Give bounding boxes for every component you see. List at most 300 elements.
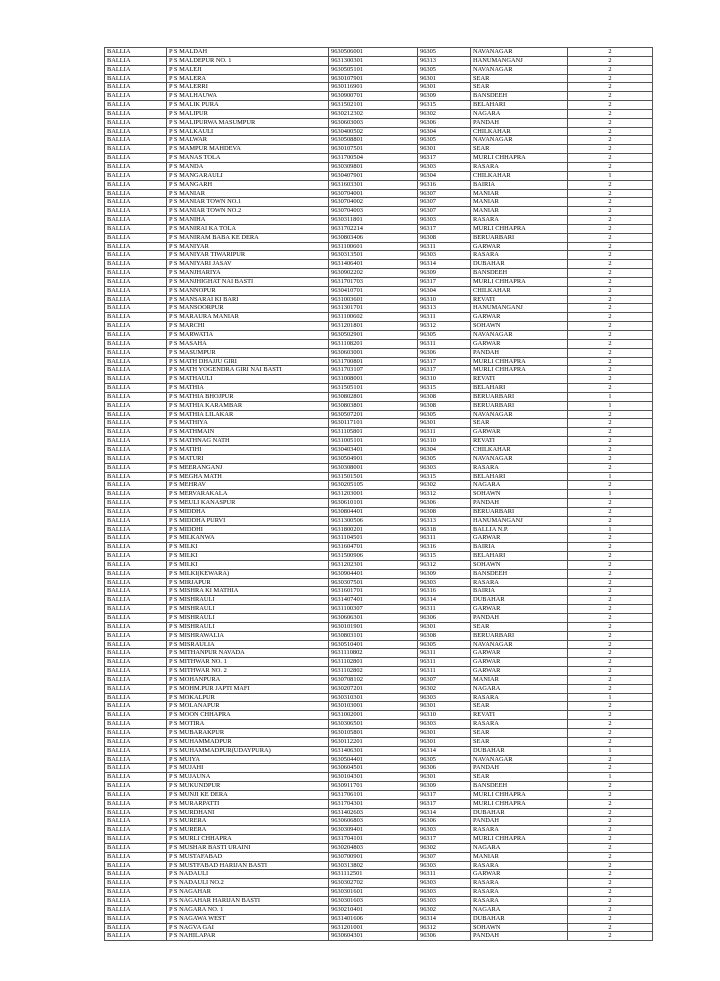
block-name-cell: SEAR [471,622,568,631]
count-cell: 2 [568,737,653,746]
district-cell: BALLIA [105,897,167,906]
station-code-cell: 9630604501 [329,764,418,773]
polling-station-cell: P S MURERA [167,817,329,826]
station-code-cell: 9631300301 [329,56,418,65]
table-row [105,286,653,295]
station-code-cell: 9631102802 [329,667,418,676]
polling-station-cell: P S MANIYAR [167,242,329,251]
station-code-cell: 9631601701 [329,587,418,596]
block-code-cell: 96307 [418,675,471,684]
block-code-cell: 96310 [418,711,471,720]
polling-station-cell: P S MUHAMMADPUR(UDAYPURA) [167,746,329,755]
count-cell: 2 [568,720,653,729]
table-row [105,339,653,348]
count-cell: 2 [568,339,653,348]
polling-station-cell: P S MITHANPUR NAVADA [167,649,329,658]
count-cell: 2 [568,852,653,861]
block-name-cell: RASARA [471,216,568,225]
station-code-cell: 9630116901 [329,83,418,92]
polling-station-cell: P S NADAULI [167,870,329,879]
count-cell: 2 [568,92,653,101]
block-name-cell: REVATI [471,437,568,446]
count-cell: 2 [568,905,653,914]
table-row [105,852,653,861]
count-cell: 2 [568,428,653,437]
polling-station-cell: P S MILKI(KEWARA) [167,569,329,578]
table-row [105,817,653,826]
block-code-cell: 96313 [418,56,471,65]
table-row [105,640,653,649]
table-row [105,746,653,755]
station-code-cell: 9630803801 [329,401,418,410]
block-name-cell: HANUMANGANJ [471,56,568,65]
block-name-cell: NAVANAGAR [471,48,568,57]
table-row [105,905,653,914]
count-cell: 1 [568,401,653,410]
table-row [105,560,653,569]
block-name-cell: RASARA [471,888,568,897]
district-cell: BALLIA [105,728,167,737]
station-code-cell: 9630902202 [329,269,418,278]
table-row [105,835,653,844]
block-code-cell: 96317 [418,799,471,808]
station-code-cell: 9630306501 [329,720,418,729]
block-name-cell: BAIRIA [471,543,568,552]
count-cell: 2 [568,101,653,110]
block-code-cell: 96303 [418,693,471,702]
table-row [105,233,653,242]
district-cell: BALLIA [105,667,167,676]
polling-station-cell: P S MUHAMMADPUR [167,737,329,746]
block-code-cell: 96307 [418,198,471,207]
table-row [105,702,653,711]
block-name-cell: NAVANAGAR [471,755,568,764]
station-code-cell: 9630510401 [329,640,418,649]
block-name-cell: MURLI CHHAPRA [471,799,568,808]
block-name-cell: MURLI CHHAPRA [471,224,568,233]
block-code-cell: 96305 [418,331,471,340]
table-row [105,56,653,65]
block-code-cell: 96311 [418,605,471,614]
district-cell: BALLIA [105,870,167,879]
block-name-cell: HANUMANGANJ [471,304,568,313]
count-cell: 2 [568,224,653,233]
block-code-cell: 96303 [418,162,471,171]
station-code-cell: 9631100307 [329,605,418,614]
station-code-cell: 9631603301 [329,180,418,189]
polling-station-cell: P S MANNOPUR [167,286,329,295]
polling-station-cell: P S MOKALPUR [167,693,329,702]
polling-station-cell: P S MURARPATTI [167,799,329,808]
district-cell: BALLIA [105,384,167,393]
count-cell: 2 [568,74,653,83]
station-code-cell: 9630309401 [329,826,418,835]
count-cell: 2 [568,198,653,207]
block-code-cell: 96304 [418,127,471,136]
polling-station-cell: P S MISRAULIA [167,640,329,649]
table-row [105,649,653,658]
block-name-cell: DUBAHAR [471,596,568,605]
count-cell: 2 [568,384,653,393]
block-name-cell: CHILKAHAR [471,445,568,454]
polling-station-cell: P S MURLI CHHAPRA [167,835,329,844]
district-cell: BALLIA [105,773,167,782]
table-row [105,684,653,693]
station-code-cell: 9630508801 [329,136,418,145]
table-row [105,269,653,278]
block-name-cell: PANDAH [471,118,568,127]
polling-station-cell: P S MUIYA [167,755,329,764]
station-code-cell: 9631110802 [329,649,418,658]
block-code-cell: 96305 [418,640,471,649]
block-name-cell: SEAR [471,773,568,782]
count-cell: 2 [568,313,653,322]
polling-station-cell: P S MARWATIA [167,331,329,340]
count-cell: 2 [568,534,653,543]
district-cell: BALLIA [105,304,167,313]
table-row [105,693,653,702]
block-name-cell: MURLI CHHAPRA [471,357,568,366]
station-code-cell: 9630804401 [329,507,418,516]
count-cell: 2 [568,543,653,552]
table-row [105,357,653,366]
polling-station-cell: P S MIRJAPUR [167,578,329,587]
polling-station-cell: P S MISHRA KI MATHIA [167,587,329,596]
station-code-cell: 9630704002 [329,198,418,207]
table-row [105,392,653,401]
polling-station-cell: P S MUBARAKPUR [167,728,329,737]
block-name-cell: GARWAR [471,534,568,543]
station-code-cell: 9630210401 [329,905,418,914]
table-row [105,366,653,375]
count-cell: 2 [568,596,653,605]
table-row [105,605,653,614]
district-cell: BALLIA [105,764,167,773]
station-code-cell: 9631002001 [329,711,418,720]
block-name-cell: BERUARBARI [471,631,568,640]
block-code-cell: 96305 [418,65,471,74]
station-code-cell: 9630502901 [329,331,418,340]
table-row [105,622,653,631]
station-code-cell: 9630400502 [329,127,418,136]
block-code-cell: 96302 [418,905,471,914]
district-cell: BALLIA [105,401,167,410]
district-cell: BALLIA [105,481,167,490]
block-name-cell: RASARA [471,578,568,587]
table-row [105,348,653,357]
count-cell: 2 [568,189,653,198]
count-cell: 2 [568,437,653,446]
block-name-cell: RASARA [471,879,568,888]
station-code-cell: 9631706101 [329,790,418,799]
count-cell: 2 [568,808,653,817]
polling-station-cell: P S MISHRAULI [167,622,329,631]
station-code-cell: 9630313802 [329,861,418,870]
block-name-cell: SEAR [471,737,568,746]
block-code-cell: 96315 [418,384,471,393]
block-code-cell: 96311 [418,313,471,322]
district-cell: BALLIA [105,569,167,578]
polling-station-cell: P S MATURI [167,454,329,463]
station-code-cell: 9631202301 [329,560,418,569]
station-code-cell: 9631700504 [329,154,418,163]
count-cell: 2 [568,578,653,587]
polling-station-cell: P S NAGAHAR HARIJAN BASTI [167,897,329,906]
table-row [105,631,653,640]
station-code-cell: 9630505101 [329,65,418,74]
table-row [105,897,653,906]
block-name-cell: BANSDEEH [471,569,568,578]
block-name-cell: SOHAWN [471,560,568,569]
table-row [105,419,653,428]
block-code-cell: 96313 [418,516,471,525]
count-cell: 2 [568,180,653,189]
district-cell: BALLIA [105,419,167,428]
count-cell: 1 [568,392,653,401]
block-code-cell: 96311 [418,649,471,658]
count-cell: 2 [568,251,653,260]
district-cell: BALLIA [105,118,167,127]
station-code-cell: 9630507201 [329,410,418,419]
block-name-cell: GARWAR [471,339,568,348]
station-code-cell: 9630302702 [329,879,418,888]
table-row [105,799,653,808]
station-code-cell: 9630212302 [329,109,418,118]
block-code-cell: 96313 [418,304,471,313]
block-code-cell: 96301 [418,702,471,711]
polling-station-cell: P S MOTIRA [167,720,329,729]
block-name-cell: NAVANAGAR [471,410,568,419]
station-code-cell: 9631800201 [329,525,418,534]
station-code-cell: 9630310301 [329,693,418,702]
district-cell: BALLIA [105,233,167,242]
block-name-cell: NAVANAGAR [471,331,568,340]
block-code-cell: 96302 [418,684,471,693]
block-code-cell: 96309 [418,269,471,278]
block-name-cell: CHILKAHAR [471,286,568,295]
station-code-cell: 9631505101 [329,384,418,393]
table-row [105,180,653,189]
count-cell: 2 [568,782,653,791]
district-cell: BALLIA [105,463,167,472]
station-code-cell: 9631502101 [329,101,418,110]
polling-station-cell: P S MANJHIGHAT NAI BASTI [167,277,329,286]
district-cell: BALLIA [105,286,167,295]
count-cell: 2 [568,826,653,835]
district-cell: BALLIA [105,932,167,941]
polling-station-cell: P S MALIK PURA [167,101,329,110]
table-row [105,74,653,83]
district-cell: BALLIA [105,560,167,569]
station-code-cell: 9631701703 [329,277,418,286]
block-name-cell: MURLI CHHAPRA [471,790,568,799]
polling-station-cell: P S MATHAULI [167,375,329,384]
district-cell: BALLIA [105,631,167,640]
table-body [105,48,653,941]
station-code-cell: 9631102801 [329,658,418,667]
polling-station-cell: P S MATHIA LILAKAR [167,410,329,419]
district-cell: BALLIA [105,375,167,384]
block-code-cell: 96311 [418,242,471,251]
district-cell: BALLIA [105,543,167,552]
table-row [105,322,653,331]
block-code-cell: 96316 [418,180,471,189]
station-code-cell: 9630104301 [329,773,418,782]
table-row [105,437,653,446]
block-name-cell: GARWAR [471,658,568,667]
count-cell: 2 [568,764,653,773]
station-code-cell: 9631406301 [329,746,418,755]
block-name-cell: SEAR [471,83,568,92]
station-code-cell: 9630802801 [329,392,418,401]
polling-station-cell: P S MERVARAKALA [167,490,329,499]
station-code-cell: 9631108201 [329,339,418,348]
block-name-cell: MANIAR [471,207,568,216]
count-cell: 2 [568,295,653,304]
district-cell: BALLIA [105,437,167,446]
station-code-cell: 9631407401 [329,596,418,605]
district-cell: BALLIA [105,92,167,101]
table-row [105,596,653,605]
table-row [105,525,653,534]
table-row [105,808,653,817]
station-code-cell: 9630313501 [329,251,418,260]
polling-station-cell: P S MALERRI [167,83,329,92]
table-row [105,826,653,835]
table-row [105,879,653,888]
polling-station-cell: P S MUSHAR BASTI URAINI [167,843,329,852]
station-code-cell: 9630708102 [329,675,418,684]
block-name-cell: BELAHARI [471,101,568,110]
station-code-cell: 9630308001 [329,463,418,472]
polling-station-cell: P S MEULI KANASPUR [167,499,329,508]
block-name-cell: GARWAR [471,242,568,251]
block-code-cell: 96301 [418,737,471,746]
block-code-cell: 96301 [418,145,471,154]
table-row [105,242,653,251]
block-name-cell: MURLI CHHAPRA [471,154,568,163]
block-name-cell: GARWAR [471,870,568,879]
polling-station-cell: P S MUNJI KE DERA [167,790,329,799]
block-name-cell: SEAR [471,74,568,83]
block-name-cell: RASARA [471,720,568,729]
station-code-cell: 9630107901 [329,74,418,83]
table-row [105,313,653,322]
block-name-cell: REVATI [471,711,568,720]
polling-station-cell: P S NAGAWA WEST [167,914,329,923]
count-cell: 2 [568,56,653,65]
district-cell: BALLIA [105,472,167,481]
table-row [105,888,653,897]
station-code-cell: 9631604701 [329,543,418,552]
polling-station-cell: P S MALIPUR [167,109,329,118]
table-row [105,65,653,74]
polling-station-cell: P S MATHIA [167,384,329,393]
station-code-cell: 9630407901 [329,171,418,180]
station-code-cell: 9631500906 [329,552,418,561]
polling-station-cell: P S MANIRAI KA TOLA [167,224,329,233]
station-code-cell: 9631401606 [329,914,418,923]
polling-station-cell: P S MANIYAR TIWARIPUR [167,251,329,260]
district-cell: BALLIA [105,251,167,260]
polling-station-table [104,47,653,941]
district-cell: BALLIA [105,702,167,711]
district-cell: BALLIA [105,207,167,216]
count-cell: 2 [568,48,653,57]
block-name-cell: GARWAR [471,667,568,676]
count-cell: 2 [568,870,653,879]
district-cell: BALLIA [105,48,167,57]
count-cell: 2 [568,605,653,614]
district-cell: BALLIA [105,499,167,508]
table-row [105,782,653,791]
table-row [105,463,653,472]
polling-station-cell: P S MANDA [167,162,329,171]
block-code-cell: 96303 [418,879,471,888]
count-cell: 2 [568,861,653,870]
polling-station-cell: P S MILKI [167,543,329,552]
polling-station-cell: P S MALIPURWA MASUMPUR [167,118,329,127]
table-row [105,189,653,198]
count-cell: 2 [568,897,653,906]
district-cell: BALLIA [105,799,167,808]
count-cell: 2 [568,587,653,596]
block-name-cell: SOHAWN [471,923,568,932]
table-row [105,127,653,136]
block-code-cell: 96312 [418,923,471,932]
polling-station-cell: P S MANIRAM BABA KE DERA [167,233,329,242]
district-cell: BALLIA [105,366,167,375]
table-row [105,295,653,304]
block-code-cell: 96307 [418,207,471,216]
station-code-cell: 9631201801 [329,322,418,331]
count-cell: 2 [568,923,653,932]
block-name-cell: BANSDEEH [471,782,568,791]
block-code-cell: 96311 [418,339,471,348]
district-cell: BALLIA [105,339,167,348]
station-code-cell: 9630301601 [329,888,418,897]
station-code-cell: 9630606803 [329,817,418,826]
block-code-cell: 96311 [418,667,471,676]
station-code-cell: 9630105801 [329,728,418,737]
block-name-cell: RASARA [471,162,568,171]
table-row [105,667,653,676]
block-name-cell: REVATI [471,375,568,384]
block-code-cell: 96302 [418,481,471,490]
count-cell: 2 [568,658,653,667]
block-code-cell: 96306 [418,118,471,127]
block-name-cell: SEAR [471,419,568,428]
block-name-cell: BERUARBARI [471,507,568,516]
district-cell: BALLIA [105,127,167,136]
count-cell: 2 [568,118,653,127]
block-name-cell: RASARA [471,463,568,472]
polling-station-cell: P S MANSOORPUR [167,304,329,313]
district-cell: BALLIA [105,454,167,463]
table-row [105,198,653,207]
station-code-cell: 9630309801 [329,162,418,171]
block-name-cell: CHILKAHAR [471,127,568,136]
block-name-cell: REVATI [471,295,568,304]
district-cell: BALLIA [105,879,167,888]
district-cell: BALLIA [105,835,167,844]
station-code-cell: 9630803406 [329,233,418,242]
block-name-cell: MURLI CHHAPRA [471,835,568,844]
table-row [105,445,653,454]
block-name-cell: BERUARBARI [471,401,568,410]
block-code-cell: 96305 [418,410,471,419]
block-code-cell: 96309 [418,92,471,101]
